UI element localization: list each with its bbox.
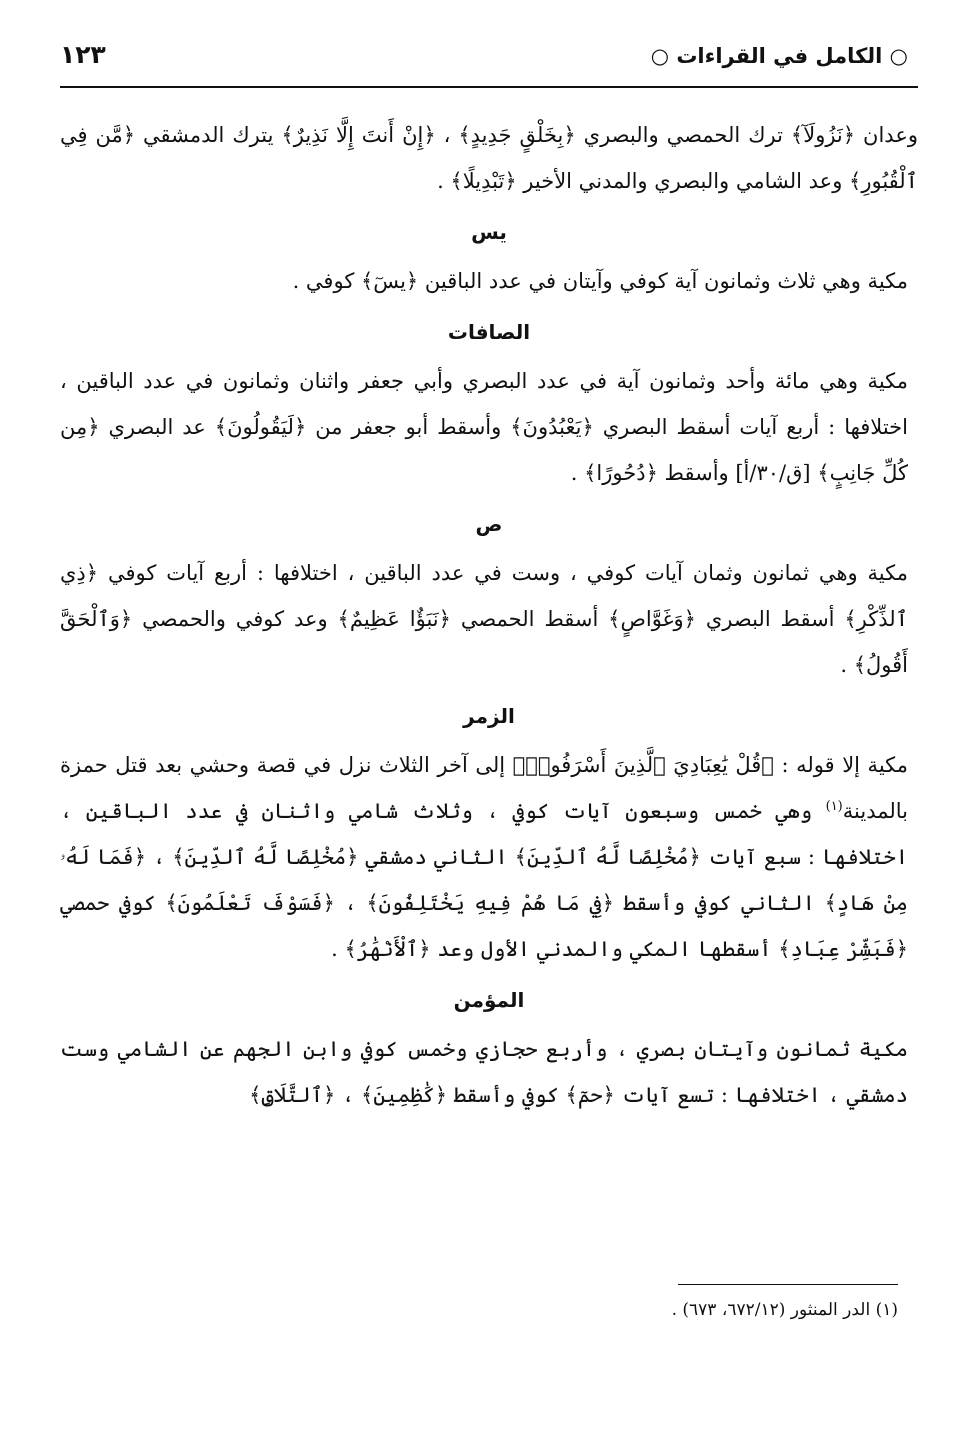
page-number: ١٢٣: [60, 40, 106, 69]
surah-heading-saffat: الصافات: [447, 320, 531, 344]
surah-heading-sad: ص: [475, 512, 503, 536]
paragraph-saffat: مكية وهي مائة وأحد وثمانون آية في عدد البصري وأبي جعفر واثنان وثمانون في عدد الباقين ، اختلافها : أربع آيات أسقط البصري ﴿يَعْبُدُونَ﴾ وأسقط أبو جعفر من ﴿لَيَقُولُونَ﴾ عد البصري ﴿مِن كُلِّ جَانِبٍ﴾ [ق/٣٠/أ] وأسقط ﴿دُحُورًا﴾ .: [60, 369, 908, 485]
footnote: (١) الدر المنثور (٦٧٢/١٢، ٦٧٣) .: [671, 1300, 898, 1320]
surah-heading-yasin: يس: [471, 220, 507, 244]
paragraph-zumar-part2: وهي خمس وسبعون آيات كوفي ، وثلاث شامي واثنان في عدد الباقين ، اختلافها : سبع آيات ﴿مُخْلِصًا لَّهُ ٱلدِّينَ﴾ الثاني دمشقي ﴿مُخْلِصًا لَّهُ ٱلدِّينَ﴾ ، ﴿فَمَا لَهُۥ مِنْ هَادٍ﴾ الثاني كوفي وأسقط ﴿فِي مَا هُمْ فِيهِ يَخْتَلِفُونَ﴾ ، ﴿فَسَوْفَ تَعْلَمُونَ﴾ كوفي حمصي ﴿فَبَشِّرْ عِبَادِ﴾ أسقطها المكي والمدني الأول وعد ﴿ٱلْأَنْهَٰرُ﴾ .: [60, 799, 908, 961]
body-text: [60, 112, 918, 1118]
paragraph-sad: مكية وهي ثمانون وثمان آيات كوفي ، وست في عدد الباقين ، اختلافها : أربع آيات كوفي ﴿ذِي ٱلذِّكْرِ﴾ أسقط البصري ﴿وَغَوَّاصٍ﴾ أسقط الحمصي ﴿نَبَؤٌا عَظِيمٌ﴾ وعد كوفي والحمصي ﴿وَٱلْحَقَّ أَقُولُ﴾ .: [60, 561, 908, 677]
paragraph-zumar-part1: مكية إلا قوله : ﴿قُلْ يَٰعِبَادِيَ ٱلَّذِينَ أَسْرَفُوا۟﴾ إلى آخر الثلاث نزل في قصة وحشي بعد قتل حمزة بالمدينة: [60, 753, 908, 823]
surah-heading-mumin: المؤمن: [453, 988, 525, 1012]
footnote-separator: [678, 1284, 898, 1285]
paragraph-zumar: [60, 742, 918, 972]
running-title: ○ الكامل في القراءات ○: [650, 44, 908, 68]
page-header: [60, 30, 918, 88]
paragraph-mumin: مكية ثمانون وآيتان بصري ، وأربع حجازي وخمس كوفي وابن الجهم عن الشامي وست دمشقي ، اختلافها : تسع آيات ﴿حمٓ﴾ كوفي وأسقط ﴿كَٰظِمِينَ﴾ ، ﴿ٱلتَّلَاقِ﴾: [60, 1037, 908, 1107]
paragraph-fatir-end: وعدان ﴿نَزُولَآ﴾ ترك الحمصي والبصري ﴿بِخَلْقٍ جَدِيدٍ﴾ ، ﴿إِنْ أَنتَ إِلَّا نَذِيرٌ﴾ يترك الدمشقي ﴿مَّن فِي ٱلْقُبُورِ﴾ وعد الشامي والبصري والمدني الأخير ﴿تَبْدِيلًا﴾ .: [60, 123, 918, 193]
page: [60, 30, 918, 1118]
paragraph-yasin: مكية وهي ثلاث وثمانون آية كوفي وآيتان في عدد الباقين ﴿يسٓ﴾ كوفي .: [292, 269, 908, 293]
surah-heading-zumar: الزمر: [463, 704, 515, 728]
footnote-reference[interactable]: (١): [825, 799, 843, 814]
